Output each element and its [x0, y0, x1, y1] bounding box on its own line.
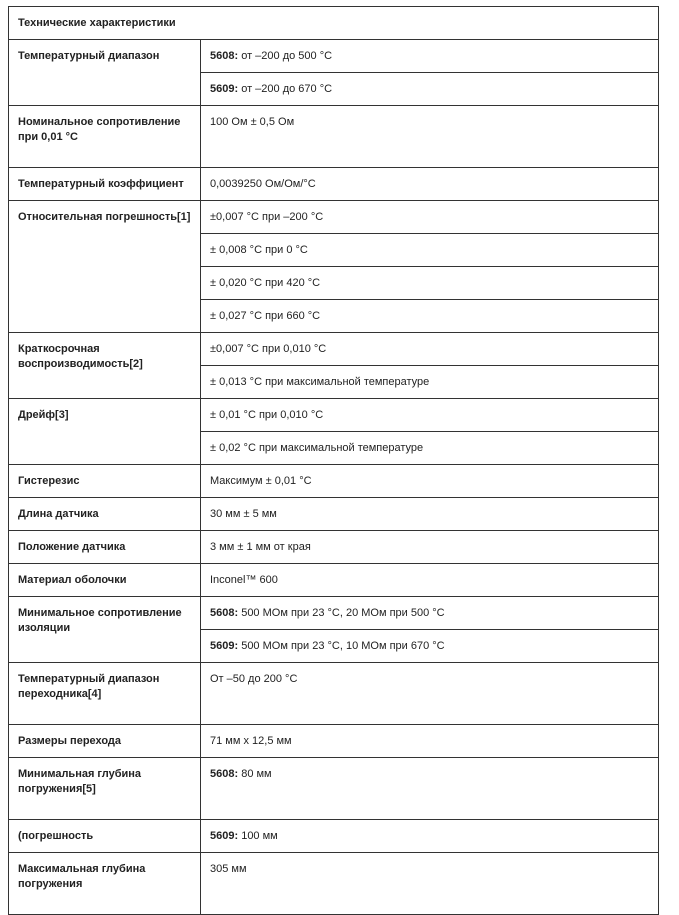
table-row	[9, 725, 659, 758]
model-label: 5608:	[210, 768, 239, 780]
model-label: 5608:	[210, 606, 239, 619]
row-label: Минимальная глубина погружения[5]	[9, 758, 201, 820]
row-label: (погрешность	[9, 820, 201, 853]
row-label: Относительная погрешность[1]	[9, 201, 201, 333]
row-label: Температурный диапазон	[9, 40, 201, 106]
row-value: 100 Ом ± 0,5 Ом	[201, 106, 659, 168]
model-label: 5609:	[210, 639, 239, 652]
row-label: Минимальное сопротивление изоляции	[9, 597, 201, 663]
row-value: 3 мм ± 1 мм от края	[201, 531, 659, 564]
row-value: ± 0,008 °C при 0 °C	[201, 234, 659, 267]
value-text: 500 МОм при 23 °C, 10 МОм при 670 °C	[238, 639, 445, 652]
row-value: Inconel™ 600	[201, 564, 659, 597]
row-value: ± 0,020 °C при 420 °C	[201, 267, 659, 300]
row-label: Материал оболочки	[9, 564, 201, 597]
model-label: 5609:	[210, 829, 239, 842]
row-value: 71 мм x 12,5 мм	[201, 725, 659, 758]
table-row	[9, 498, 659, 531]
row-value: От –50 до 200 °C	[201, 663, 659, 725]
table-row	[9, 564, 659, 597]
row-value: 0,0039250 Ом/Ом/°C	[201, 168, 659, 201]
model-label: 5609:	[210, 82, 239, 95]
row-label: Максимальная глубина погружения	[9, 853, 201, 915]
row-label: Номинальное сопротивление при 0,01 °C	[9, 106, 201, 168]
row-label: Положение датчика	[9, 531, 201, 564]
row-label: Краткосрочная воспроизводимость[2]	[9, 333, 201, 399]
row-label: Гистерезис	[9, 465, 201, 498]
row-label: Температурный коэффициент	[9, 168, 201, 201]
value-text: 100 мм	[238, 829, 278, 842]
table-row	[9, 168, 659, 201]
table-row	[9, 820, 659, 853]
row-label: Размеры перехода	[9, 725, 201, 758]
value-text: 80 мм	[238, 768, 272, 780]
row-value	[201, 73, 659, 106]
value-text: от –200 до 670 °C	[238, 82, 333, 95]
row-value	[201, 758, 659, 820]
table-row	[9, 597, 659, 630]
table-row	[9, 333, 659, 366]
row-value: ±0,007 °C при 0,010 °C	[201, 333, 659, 366]
value-text: 500 МОм при 23 °C, 20 МОм при 500 °C	[238, 606, 445, 619]
row-value: ± 0,013 °C при максимальной температуре	[201, 366, 659, 399]
row-value: 30 мм ± 5 мм	[201, 498, 659, 531]
row-value: ± 0,027 °C при 660 °C	[201, 300, 659, 333]
row-label: Дрейф[3]	[9, 399, 201, 465]
value-text: от –200 до 500 °C	[238, 49, 333, 62]
row-value	[201, 630, 659, 663]
row-label: Температурный диапазон переходника[4]	[9, 663, 201, 725]
table-row	[9, 465, 659, 498]
row-value: ±0,007 °C при –200 °C	[201, 201, 659, 234]
table-header-row	[9, 7, 659, 40]
model-label: 5608:	[210, 49, 239, 62]
row-value: 305 мм	[201, 853, 659, 915]
specifications-table	[8, 6, 659, 915]
row-value	[201, 820, 659, 853]
table-row	[9, 40, 659, 73]
row-value	[201, 40, 659, 73]
table-row	[9, 853, 659, 915]
row-value: ± 0,01 °C при 0,010 °C	[201, 399, 659, 432]
row-value: ± 0,02 °C при максимальной температуре	[201, 432, 659, 465]
table-row	[9, 758, 659, 820]
table-row	[9, 531, 659, 564]
table-row	[9, 106, 659, 168]
table-title: Технические характеристики	[9, 7, 659, 40]
table-row	[9, 663, 659, 725]
row-value: Максимум ± 0,01 °C	[201, 465, 659, 498]
table-row	[9, 201, 659, 234]
row-value	[201, 597, 659, 630]
row-label: Длина датчика	[9, 498, 201, 531]
table-row	[9, 399, 659, 432]
